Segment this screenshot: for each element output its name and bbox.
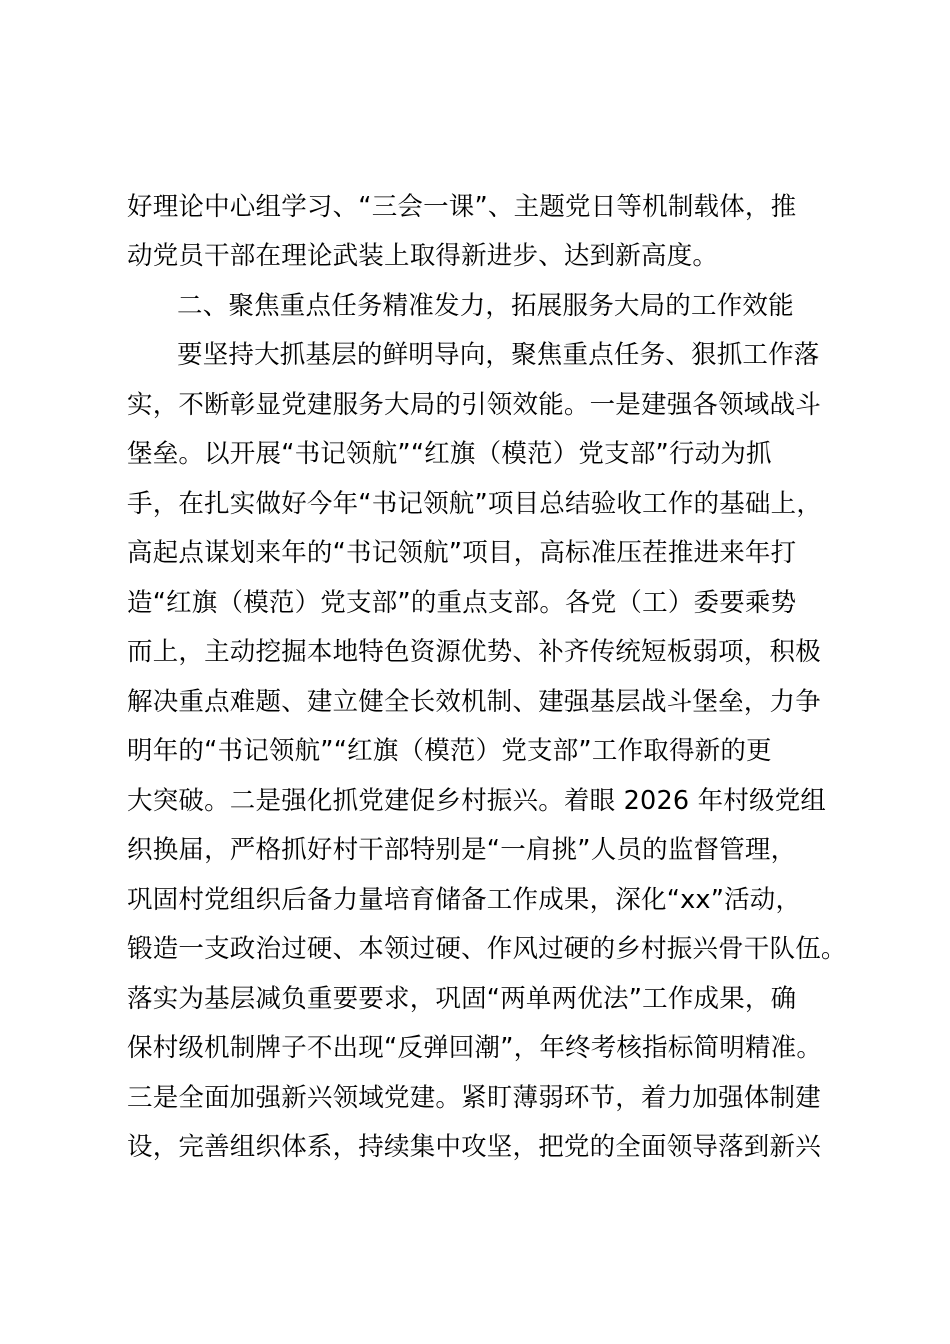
paragraph-line: 落实为基层减负重要要求，巩固“两单两优法”工作成果，确 (127, 984, 797, 1014)
paragraph-line: 高起点谋划来年的“书记领航”项目，高标准压茬推进来年打 (127, 538, 797, 568)
paragraph-line: 织换届，严格抓好村干部特别是“一肩挑”人员的监督管理， (127, 835, 797, 865)
paragraph-line: 明年的“书记领航”“红旗（模范）党支部”工作取得新的更 (127, 736, 772, 766)
paragraph-line: 好理论中心组学习、“三会一课”、主题党日等机制载体，推 (127, 192, 797, 222)
paragraph-line: 而上，主动挖掘本地特色资源优势、补齐传统短板弱项，积极 (127, 637, 821, 667)
paragraph-line: 解决重点难题、建立健全长效机制、建强基层战斗堡垒，力争 (127, 687, 821, 717)
paragraph-line: 手，在扎实做好今年“书记领航”项目总结验收工作的基础上， (127, 489, 823, 519)
paragraph-line: 动党员干部在理论武装上取得新进步、达到新高度。 (127, 241, 719, 271)
paragraph-line: 实，不断彰显党建服务大局的引领效能。一是建强各领域战斗 (127, 390, 821, 420)
paragraph-line: 造“红旗（模范）党支部”的重点支部。各党（工）委要乘势 (127, 588, 797, 618)
paragraph-line: 巩固村党组织后备力量培育储备工作成果，深化“xx”活动， (127, 885, 802, 915)
paragraph-line: 设，完善组织体系，持续集中攻坚，把党的全面领导落到新兴 (127, 1132, 821, 1162)
paragraph-line: 保村级机制牌子不出现“反弹回潮”，年终考核指标简明精准。 (127, 1033, 823, 1063)
paragraph-line: 大突破。二是强化抓党建促乡村振兴。着眼 2026 年村级党组 (127, 786, 827, 816)
paragraph-line: 三是全面加强新兴领域党建。紧盯薄弱环节，着力加强体制建 (127, 1083, 821, 1113)
paragraph-line: 堡垒。以开展“书记领航”“红旗（模范）党支部”行动为抓 (127, 439, 772, 469)
section-heading: 二、聚焦重点任务精准发力，拓展服务大局的工作效能 (177, 291, 794, 321)
paragraph-line: 要坚持大抓基层的鲜明导向，聚焦重点任务、狠抓工作落 (177, 340, 820, 370)
paragraph-line: 锻造一支政治过硬、本领过硬、作风过硬的乡村振兴骨干队伍。 (127, 934, 847, 964)
